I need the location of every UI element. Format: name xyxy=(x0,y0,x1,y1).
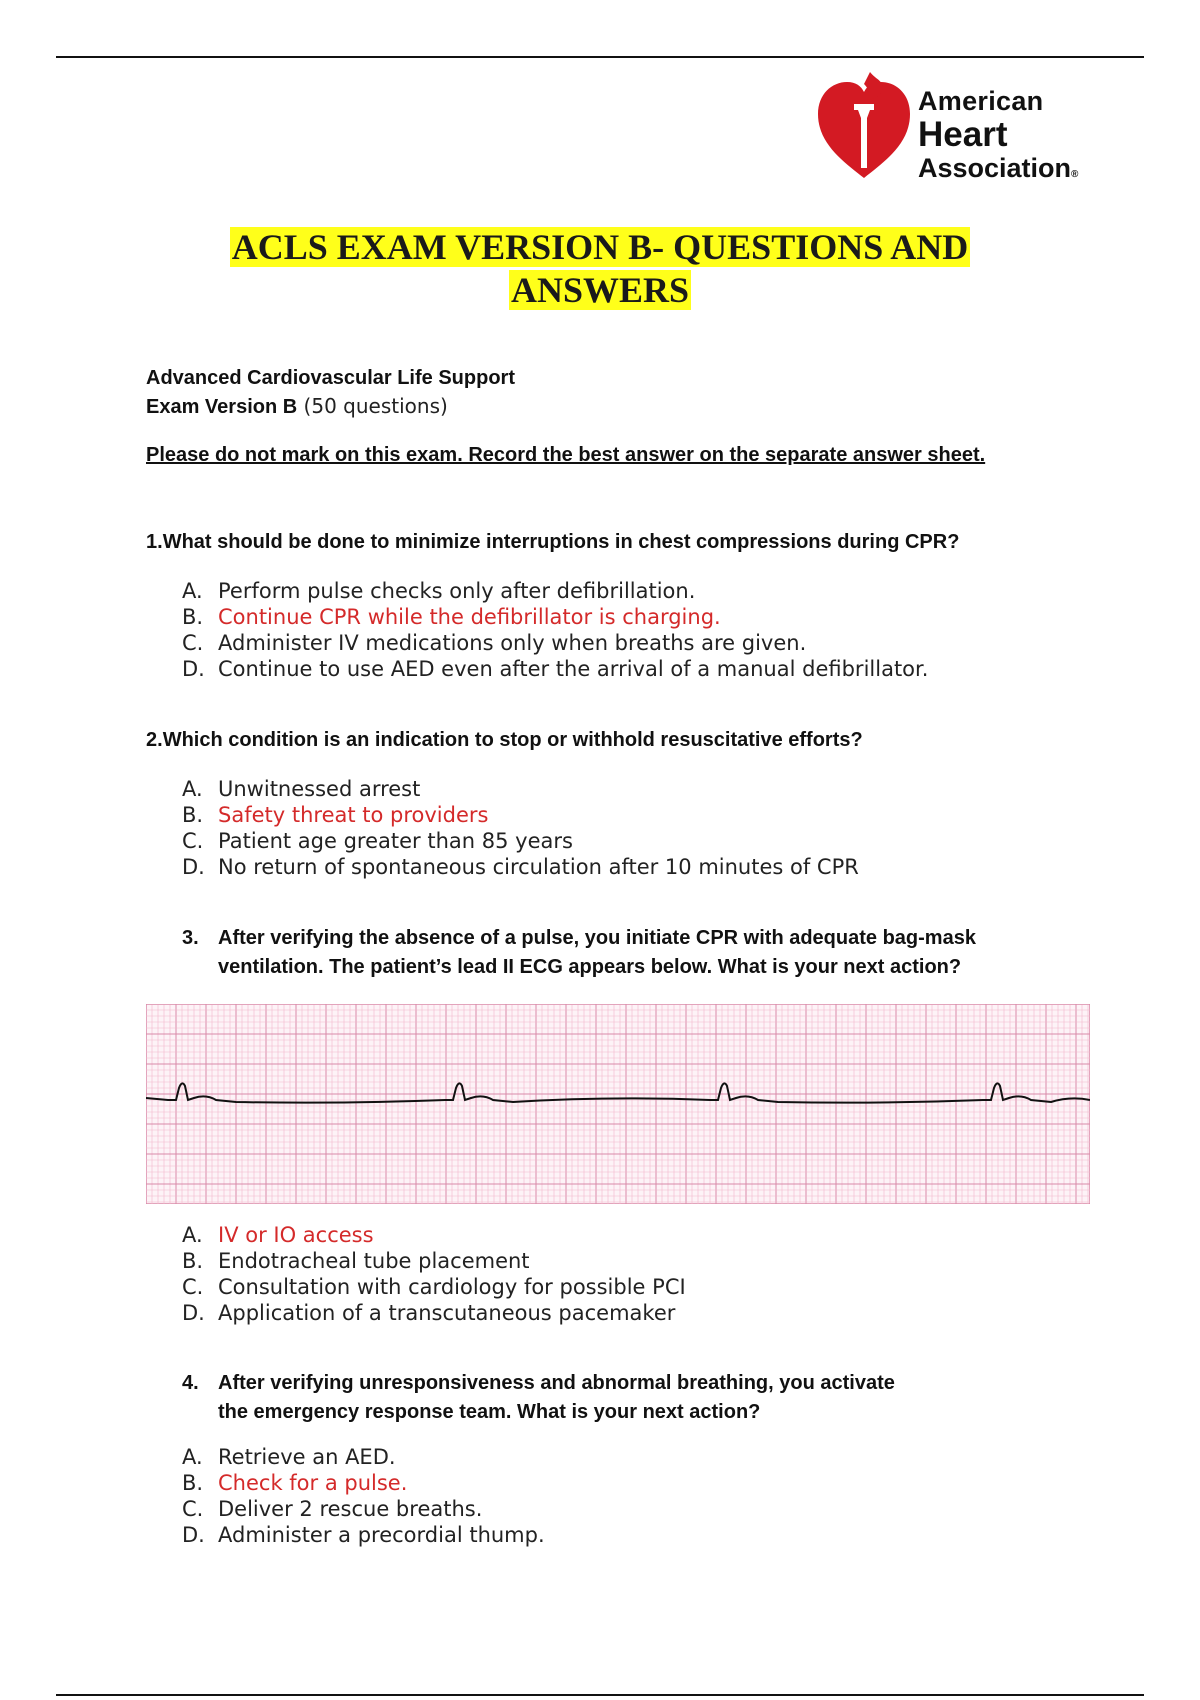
question-text: Which condition is an indication to stop or withhold resuscitative efforts? xyxy=(162,729,863,751)
option-a: A. Unwitnessed arrest xyxy=(182,777,421,801)
heart-torch-icon xyxy=(814,70,914,182)
option-c: C. Consultation with cardiology for possible PCI xyxy=(182,1275,686,1299)
question-number: 3. xyxy=(182,927,199,949)
options-question-2 xyxy=(182,776,859,880)
question-number: 4. xyxy=(182,1372,199,1394)
title-line-1: ACLS EXAM VERSION B- QUESTIONS AND xyxy=(231,227,969,267)
options-question-3 xyxy=(182,1222,686,1326)
option-d: D. Application of a transcutaneous pacemaker xyxy=(182,1301,676,1325)
option-a-correct: A. IV or IO access xyxy=(182,1223,374,1247)
question-text-line-1: After verifying the absence of a pulse, you initiate CPR with adequate bag-mask xyxy=(218,927,976,949)
title-line-2: ANSWERS xyxy=(510,270,690,310)
option-d: D. Continue to use AED even after the arrival of a manual defibrillator. xyxy=(182,657,929,681)
option-c: C. Patient age greater than 85 years xyxy=(182,829,573,853)
ecg-strip xyxy=(146,1004,1090,1204)
option-b-correct: B. Continue CPR while the defibrillator is charging. xyxy=(182,605,721,629)
option-d: D. No return of spontaneous circulation after 10 minutes of CPR xyxy=(182,855,859,879)
question-4 xyxy=(182,1369,895,1427)
options-question-1 xyxy=(182,578,928,682)
bottom-rule xyxy=(56,1694,1144,1696)
course-name: Advanced Cardiovascular Life Support xyxy=(146,367,515,389)
question-text: What should be done to minimize interruptions in chest compressions during CPR? xyxy=(162,531,960,553)
question-number: 2. xyxy=(146,729,163,751)
page-title xyxy=(0,226,1200,312)
option-c: C. Deliver 2 rescue breaths. xyxy=(182,1497,483,1521)
option-b-correct: B. Check for a pulse. xyxy=(182,1471,408,1495)
top-rule xyxy=(56,56,1144,58)
aha-logo xyxy=(814,70,1104,185)
option-b-correct: B. Safety threat to providers xyxy=(182,803,489,827)
logo-line-american: American xyxy=(918,86,1044,116)
options-question-4 xyxy=(182,1444,545,1548)
question-2 xyxy=(146,726,863,755)
exam-meta xyxy=(146,364,515,421)
question-text-line-2: the emergency response team. What is your next action? xyxy=(218,1401,761,1423)
question-3 xyxy=(182,924,976,982)
question-1 xyxy=(146,528,959,557)
option-b: B. Endotracheal tube placement xyxy=(182,1249,530,1273)
option-a: A. Perform pulse checks only after defibrillation. xyxy=(182,579,696,603)
exam-notice: Please do not mark on this exam. Record the best answer on the separate answer sheet. xyxy=(146,444,986,466)
question-number: 1. xyxy=(146,531,163,553)
logo-line-association: Association® xyxy=(918,153,1079,183)
option-d: D. Administer a precordial thump. xyxy=(182,1523,545,1547)
logo-wordmark xyxy=(918,88,1078,182)
question-text-line-2: ventilation. The patient’s lead II ECG appears below. What is your next action? xyxy=(218,956,962,978)
exam-version: Exam Version B (50 questions) xyxy=(146,394,448,418)
option-c: C. Administer IV medications only when breaths are given. xyxy=(182,631,807,655)
option-a: A. Retrieve an AED. xyxy=(182,1445,396,1469)
logo-line-heart: Heart xyxy=(918,115,1008,154)
question-text-line-1: After verifying unresponsiveness and abnormal breathing, you activate xyxy=(218,1372,895,1394)
